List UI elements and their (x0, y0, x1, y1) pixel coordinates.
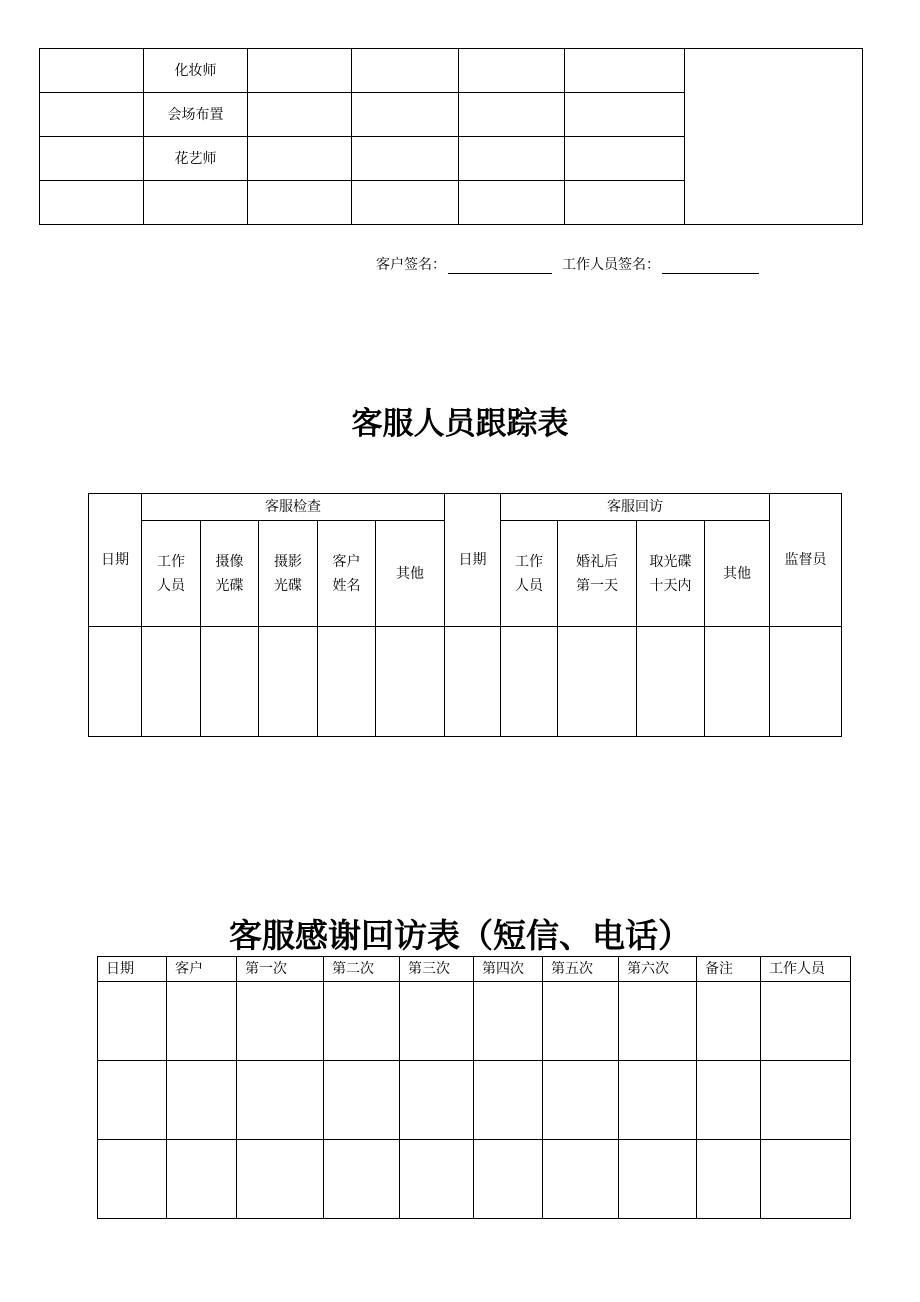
date-header: 日期 (445, 494, 501, 627)
table-cell (501, 627, 558, 737)
tracking-table (88, 493, 842, 737)
row-label-makeup-artist: 化妆师 (144, 49, 248, 93)
staff-assignment-table (39, 48, 863, 225)
table-cell (697, 1061, 761, 1140)
table-cell (40, 49, 144, 93)
visit-col-other: 其他 (705, 521, 770, 627)
table-cell (565, 49, 685, 93)
table-cell (619, 982, 697, 1061)
visit-col-staff: 工作 人员 (501, 521, 558, 627)
table-cell (352, 49, 459, 93)
table-cell (324, 1061, 400, 1140)
thanks-table-title: 客服感谢回访表（短信、电话） (229, 916, 691, 955)
col-remarks: 备注 (697, 957, 761, 982)
table-cell (237, 982, 324, 1061)
table-cell (167, 1140, 237, 1219)
col-date: 日期 (98, 957, 167, 982)
col-first: 第一次 (237, 957, 324, 982)
table-cell (98, 1061, 167, 1140)
check-group-header: 客服检查 (142, 494, 445, 521)
table-cell (248, 49, 352, 93)
table-cell (40, 181, 144, 225)
table-cell (98, 982, 167, 1061)
table-cell (142, 627, 201, 737)
table-cell (474, 982, 543, 1061)
table-cell (248, 181, 352, 225)
check-col-other: 其他 (376, 521, 445, 627)
table-cell (637, 627, 705, 737)
check-col-video-disc: 摄像 光碟 (201, 521, 259, 627)
table-cell (761, 982, 851, 1061)
table-cell (761, 1140, 851, 1219)
table-cell (144, 181, 248, 225)
signature-line (376, 254, 759, 274)
table-cell (459, 49, 565, 93)
check-col-customer-name: 客户 姓名 (318, 521, 376, 627)
table-cell (237, 1140, 324, 1219)
table-row (98, 982, 851, 1061)
table-cell (89, 627, 142, 737)
col-staff: 工作人员 (761, 957, 851, 982)
table-cell (445, 627, 501, 737)
header-row (98, 957, 851, 982)
col-customer: 客户 (167, 957, 237, 982)
customer-signature-label: 客户签名： (376, 257, 446, 273)
table-cell (697, 982, 761, 1061)
table-row (40, 49, 863, 93)
table-row (98, 1140, 851, 1219)
visit-col-day-after-wedding: 婚礼后 第一天 (558, 521, 637, 627)
tracking-table-title: 客服人员跟踪表 (351, 406, 569, 442)
table-cell (619, 1140, 697, 1219)
table-cell (352, 93, 459, 137)
table-cell (565, 137, 685, 181)
visit-col-disc-pickup: 取光碟 十天内 (637, 521, 705, 627)
table-row (89, 627, 842, 737)
table-cell (98, 1140, 167, 1219)
table-cell (167, 1061, 237, 1140)
col-fifth: 第五次 (543, 957, 619, 982)
table-cell (324, 1140, 400, 1219)
table-cell (565, 93, 685, 137)
table-cell (318, 627, 376, 737)
table-cell (543, 1061, 619, 1140)
staff-signature-field[interactable] (662, 257, 759, 274)
table-cell (40, 137, 144, 181)
table-cell (459, 137, 565, 181)
table-cell (770, 627, 842, 737)
table-cell (459, 181, 565, 225)
table-cell (697, 1140, 761, 1219)
thanks-followup-table (97, 956, 851, 1219)
table-cell (543, 982, 619, 1061)
col-sixth: 第六次 (619, 957, 697, 982)
table-cell (324, 982, 400, 1061)
table-cell (400, 982, 474, 1061)
table-cell (543, 1140, 619, 1219)
table-cell (558, 627, 637, 737)
col-third: 第三次 (400, 957, 474, 982)
row-label-venue-setup: 会场布置 (144, 93, 248, 137)
col-second: 第二次 (324, 957, 400, 982)
table-cell (376, 627, 445, 737)
table-cell (619, 1061, 697, 1140)
supervisor-header: 监督员 (770, 494, 842, 627)
col-fourth: 第四次 (474, 957, 543, 982)
date-header: 日期 (89, 494, 142, 627)
table-cell (474, 1140, 543, 1219)
table-cell (40, 93, 144, 137)
visit-group-header: 客服回访 (501, 494, 770, 521)
table-cell (761, 1061, 851, 1140)
header-row (89, 494, 842, 521)
merged-cell (685, 49, 863, 225)
table-cell (259, 627, 318, 737)
row-label-florist: 花艺师 (144, 137, 248, 181)
check-col-photo-disc: 摄影 光碟 (259, 521, 318, 627)
table-cell (474, 1061, 543, 1140)
table-cell (459, 93, 565, 137)
staff-signature-label: 工作人员签名： (562, 257, 660, 273)
customer-signature-field[interactable] (448, 257, 552, 274)
table-cell (400, 1061, 474, 1140)
table-cell (167, 982, 237, 1061)
table-cell (705, 627, 770, 737)
table-cell (201, 627, 259, 737)
table-cell (400, 1140, 474, 1219)
table-row (98, 1061, 851, 1140)
table-cell (248, 93, 352, 137)
table-cell (237, 1061, 324, 1140)
table-cell (248, 137, 352, 181)
table-cell (565, 181, 685, 225)
table-cell (352, 181, 459, 225)
check-col-staff: 工作 人员 (142, 521, 201, 627)
table-cell (352, 137, 459, 181)
